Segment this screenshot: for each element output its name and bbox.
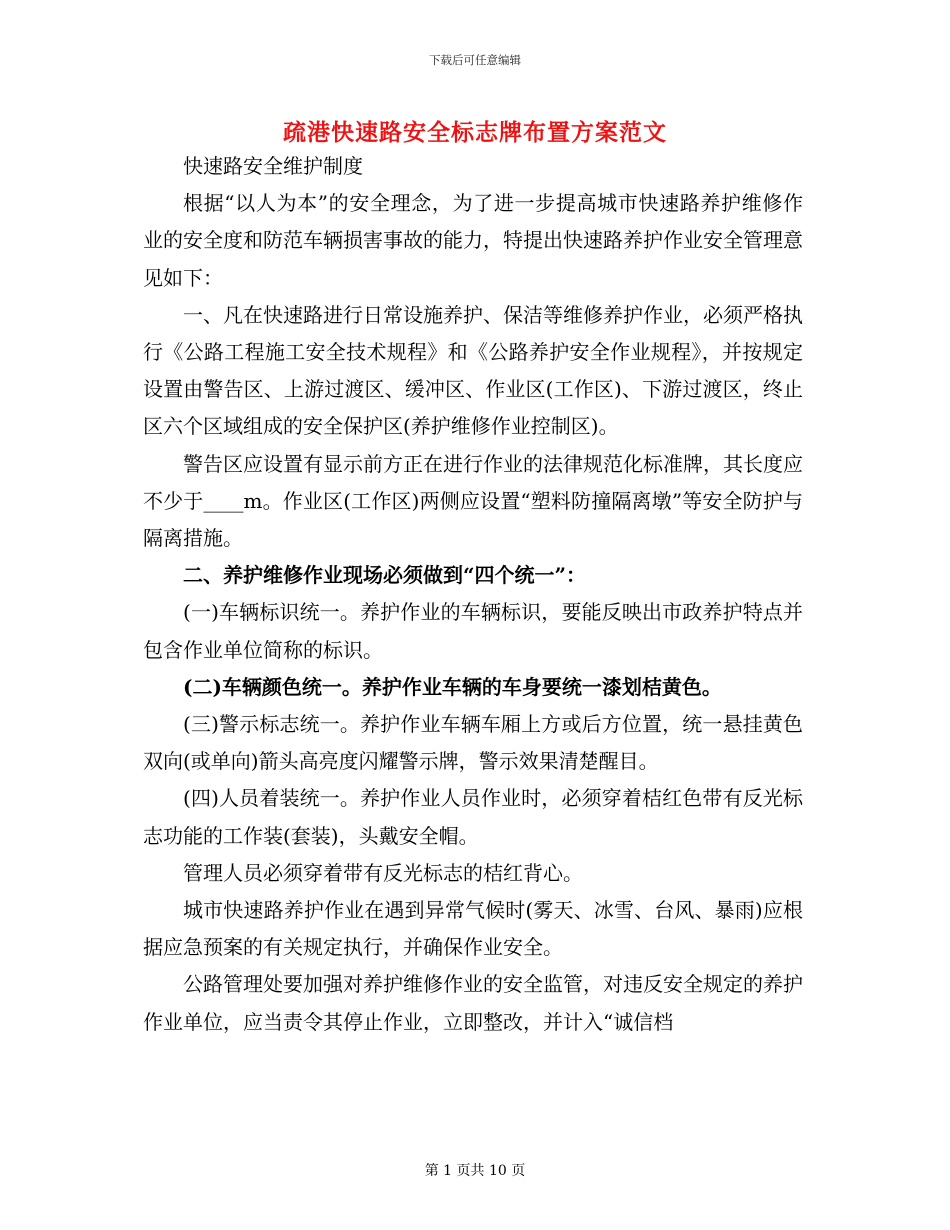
paragraph-item-1: 一、凡在快速路进行日常设施养护、保洁等维修养护作业，必须严格执行《公路工程施工安全技术规程》和《公路养护安全作业规程》，并按规定设置由警告区、上游过渡区、缓冲区、作业区(工作区)、下游过渡区，终止区六个区域组成的安全保护区(养护维修作业控制区)。 [143, 302, 803, 439]
paragraph-warning-zone: 警告区应设置有显示前方正在进行作业的法律规范化标准牌，其长度应不少于____m。作业区(工作区)两侧应设置“塑料防撞隔离墩”等安全防护与隔离措施。 [143, 451, 803, 551]
paragraph-managers-vest: 管理人员必须穿着带有反光标志的桔红背心。 [183, 860, 583, 885]
paragraph-supervision: 公路管理处要加强对养护维修作业的安全监管，对违反安全规定的养护作业单位，应当责令其停止作业，立即整改，并计入“诚信档 [143, 972, 803, 1034]
page-number: 第 1 页共 10 页 [424, 1163, 526, 1179]
paragraph-unify-4: (四)人员着装统一。养护作业人员作业时，必须穿着桔红色带有反光标志功能的工作装(套装)，头戴安全帽。 [143, 786, 803, 848]
paragraph-weather: 城市快速路养护作业在遇到异常气候时(雾天、冰雪、台风、暴雨)应根据应急预案的有关规定执行，并确保作业安全。 [143, 898, 803, 960]
document-title: 疏港快速路安全标志牌布置方案范文 [283, 119, 667, 146]
paragraph-intro: 根据“以人为本”的安全理念，为了进一步提高城市快速路养护维修作业的安全度和防范车辆损害事故的能力，特提出快速路养护作业安全管理意见如下： [143, 191, 803, 290]
document-body [143, 148, 803, 1041]
paragraph-item-2-heading: 二、养护维修作业现场必须做到“四个统一”： [183, 563, 587, 588]
paragraph-unify-3: (三)警示标志统一。养护作业车辆车厢上方或后方位置，统一悬挂黄色双向(或单向)箭头高亮度闪耀警示牌，警示效果清楚醒目。 [143, 712, 803, 774]
page-header-note: 下载后可任意编辑 [429, 53, 521, 67]
paragraph-system-name: 快速路安全维护制度 [183, 154, 363, 178]
paragraph-unify-1: (一)车辆标识统一。养护作业的车辆标识，要能反映出市政养护特点并包含作业单位简称的标识。 [143, 600, 803, 662]
paragraph-unify-2: (二)车辆颜色统一。养护作业车辆的车身要统一漆划桔黄色。 [183, 674, 722, 699]
